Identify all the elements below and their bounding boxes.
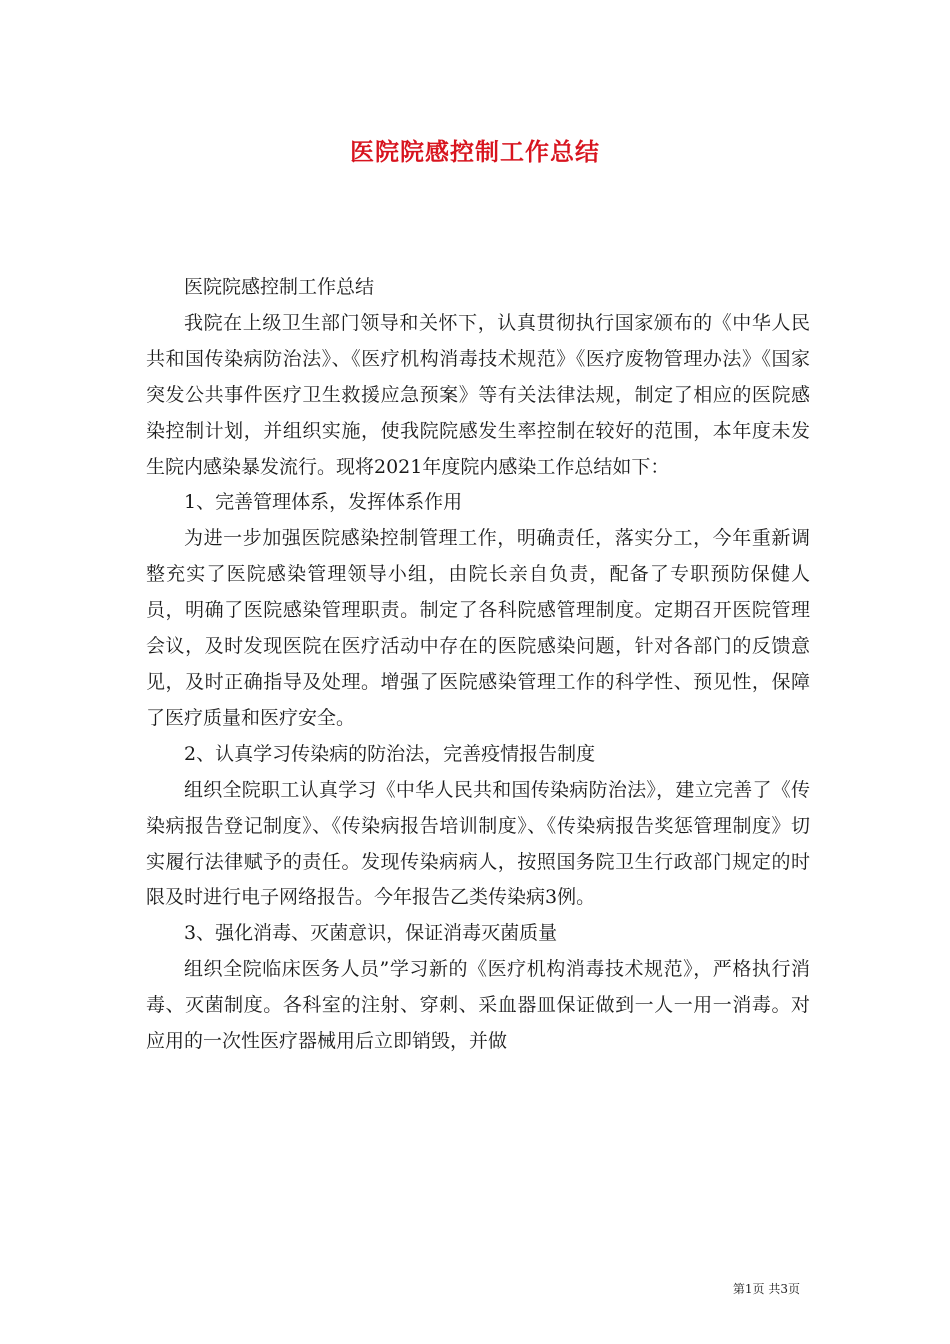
document-body bbox=[146, 270, 810, 1060]
page-number-footer: 第1页 共3页 bbox=[732, 1282, 800, 1296]
document-title: 医院院感控制工作总结 bbox=[350, 138, 600, 166]
section-heading-2: 2、认真学习传染病的防治法，完善疫情报告制度 bbox=[184, 742, 596, 765]
section-heading-3: 3、强化消毒、灭菌意识，保证消毒灭菌质量 bbox=[184, 922, 558, 945]
paragraph-section-2: 组织全院职工认真学习《中华人民共和国传染病防治法》，建立完善了《传染病报告登记制度》、《传染病报告培训制度》、《传染病报告奖惩管理制度》切实履行法律赋予的责任。发现传染病病人，按照国务院卫生行政部门规定的时限及时进行电子网络报告。今年报告乙类传染病3例。 bbox=[146, 778, 810, 909]
section-heading-1: 1、完善管理体系，发挥体系作用 bbox=[184, 491, 463, 514]
paragraph-intro: 我院在上级卫生部门领导和关怀下，认真贯彻执行国家颁布的《中华人民共和国传染病防治法》、《医疗机构消毒技术规范》《医疗废物管理办法》《国家突发公共事件医疗卫生救援应急预案》等有关法律法规，制定了相应的医院感染控制计划，并组织实施，使我院院感发生率控制在较好的范围，本年度未发生院内感染暴发流行。现将2021年度院内感染工作总结如下： bbox=[146, 311, 810, 478]
paragraph-heading: 医院院感控制工作总结 bbox=[184, 276, 375, 298]
paragraph-section-1: 为进一步加强医院感染控制管理工作，明确责任，落实分工，今年重新调整充实了医院感染管理领导小组，由院长亲自负责，配备了专职预防保健人员，明确了医院感染管理职责。制定了各科院感管理制度。定期召开医院管理会议，及时发现医院在医疗活动中存在的医院感染问题，针对各部门的反馈意见，及时正确指导及处理。增强了医院感染管理工作的科学性、预见性，保障了医疗质量和医疗安全。 bbox=[146, 527, 810, 729]
paragraph-section-3: 组织全院临床医务人员”学习新的《医疗机构消毒技术规范》，严格执行消毒、灭菌制度。各科室的注射、穿刺、采血器皿保证做到一人一用一消毒。对应用的一次性医疗器械用后立即销毁，并做 bbox=[146, 958, 810, 1053]
